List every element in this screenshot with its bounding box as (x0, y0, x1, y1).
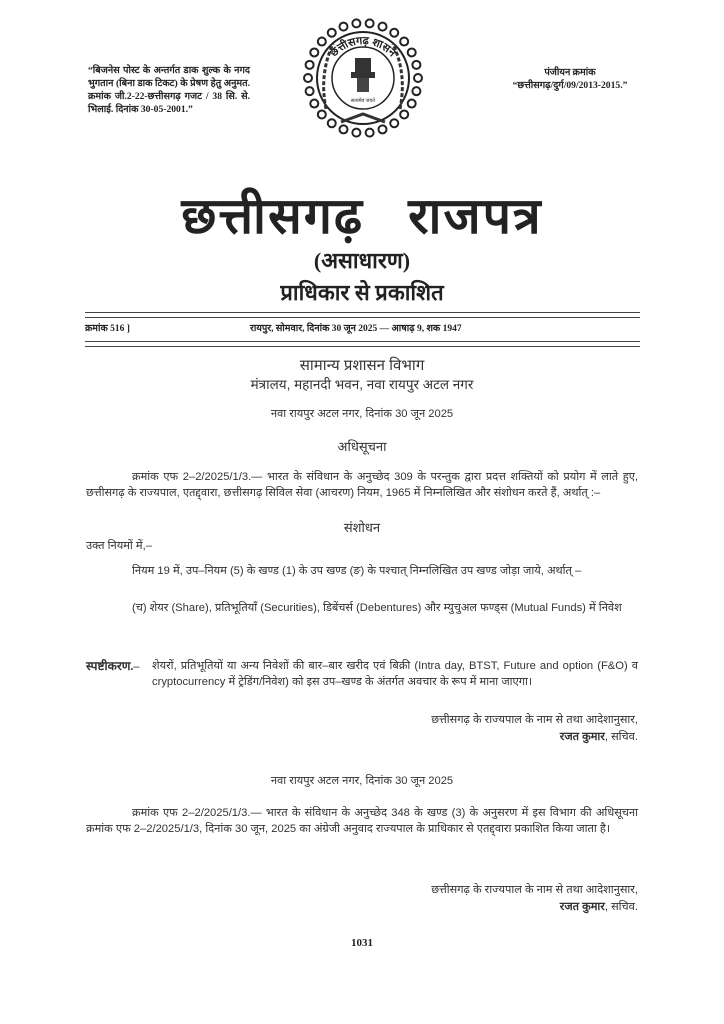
signatory-title: , सचिव. (604, 731, 638, 743)
seal-bead (408, 100, 416, 108)
seal-bead (352, 129, 360, 137)
signatory-title: , सचिव. (604, 901, 638, 913)
svg-text:सत्यमेव जयते: सत्यमेव जयते (350, 99, 376, 104)
subclause-text: (च) शेयर (Share), प्रतिभूतियाँ (Securities), डिबेंचर्स (Debentures) और म्युचुअल फण्ड्स (Mutual Funds) में निवेश (132, 602, 622, 614)
notification2-text: क्रमांक एफ 2–2/2025/1/3.— भारत के संविधान के अनुच्छेद 348 के खण्ड (3) के अनुसरण में इस विभाग की अधिसूचना क्रमांक एफ 2–2/2025/1/3, दिनांक 30 जून, 2025 का अंग्रेजी अनुवाद राज्यपाल के प्राधिकार से एतद्द्वारा प्रकाशित किया जाता है। (86, 807, 638, 835)
seal-bead (379, 125, 387, 133)
divider-bottom (85, 341, 640, 347)
postal-permit-notice: “बिजनेस पोस्ट के अन्तर्गत डाक शुल्क के नगद भुगतान (बिना डाक टिकट) के प्रेषण हेतु अनुमत. क्रमांक जी.2-22-छत्तीसगढ़ गजट / 38 सि. से. भिलाई. दिनांक 30-05-2001.” (88, 65, 250, 115)
explanation-label: स्पष्टीकरण.– (86, 659, 140, 673)
registration-label: पंजीयन क्रमांक (544, 67, 596, 78)
seal-bead (310, 100, 318, 108)
seal-bead (318, 38, 326, 46)
department-address: मंत्रालय, महानदी भवन, नवा रायपुर अटल नगर (250, 377, 474, 392)
notification1-order-line: छत्तीसगढ़ के राज्यपाल के नाम से तथा आदेशानुसार, (431, 714, 638, 726)
registration-number: “छत्तीसगढ़/दुर्ग/09/2013-2015.” (512, 80, 628, 91)
seal-bead (306, 87, 314, 95)
seal-bead (400, 38, 408, 46)
issue-number: क्रमांक 516 ] (85, 324, 130, 334)
seal-bead (328, 119, 336, 127)
seal-bead (379, 23, 387, 31)
seal-bead (306, 61, 314, 69)
rules-intro: उक्त नियमों में,– (86, 540, 152, 552)
seal-bead (412, 61, 420, 69)
amendment-heading: संशोधन (343, 520, 381, 535)
seal-bead (400, 110, 408, 118)
seal-bead (414, 74, 422, 82)
registration-block (480, 66, 660, 92)
seal-bead (318, 110, 326, 118)
signatory-name: रजत कुमार (559, 901, 605, 913)
state-emblem-seal (301, 14, 425, 142)
explanation (86, 658, 638, 690)
notification2-signature (360, 899, 638, 915)
notification1-place-date: नवा रायपुर अटल नगर, दिनांक 30 जून 2025 (270, 408, 454, 420)
notification2-place-date: नवा रायपुर अटल नगर, दिनांक 30 जून 2025 (270, 775, 454, 787)
notification1-heading: अधिसूचना (337, 439, 387, 454)
seal-bead (339, 23, 347, 31)
seal-bead (366, 129, 374, 137)
seal-bead (390, 29, 398, 37)
department-name: सामान्य प्रशासन विभाग (299, 357, 425, 374)
svg-text:छत्तीसगढ़ शासन: छत्तीसगढ़ शासन (328, 35, 399, 60)
seal-bead (310, 48, 318, 56)
seal-bead (304, 74, 312, 82)
rule-text: नियम 19 में, उप–नियम (5) के खण्ड (1) के उप खण्ड (ङ) के पश्चात् निम्नलिखित उप खण्ड जोड़ा जाये, अर्थात् – (132, 565, 582, 577)
gazette-subtitle: (असाधारण) (313, 248, 411, 273)
seal-bead (366, 19, 374, 27)
seal-bead (339, 125, 347, 133)
notification2-order-line: छत्तीसगढ़ के राज्यपाल के नाम से तथा आदेशानुसार, (431, 884, 638, 896)
gazette-title (0, 180, 724, 248)
explanation-text: शेयरों, प्रतिभूतियों या अन्य निवेशों की बार–बार खरीद एवं बिक्री (Intra day, BTST, Future and option (F&O) व cryptocurrency में ट्रेडिंग/निवेश) को इस उप–खण्ड के अंतर्गत अवचार के रूप में माना जाएगा। (152, 660, 638, 688)
title-word-gazette: राजपत्र (408, 188, 543, 244)
published-by: प्राधिकार से प्रकाशित (280, 280, 444, 305)
signatory-name: रजत कुमार (559, 731, 605, 743)
seal-bead (328, 29, 336, 37)
title-word-state: छत्तीसगढ़ (181, 188, 365, 244)
emblem-icon (301, 14, 425, 142)
page-number: 1031 (351, 937, 373, 949)
notification1-intro: क्रमांक एफ 2–2/2025/1/3.— भारत के संविधान के अनुच्छेद 309 के परन्तुक द्वारा प्रदत्त शक्तियों को प्रयोग में लाते हुए, छत्तीसगढ़ के राज्यपाल, एतद्द्वारा, छत्तीसगढ़ सिविल सेवा (आचरण) नियम, 1965 में निम्नलिखित और संशोधन करते हैं, अर्थात् :– (86, 471, 638, 499)
seal-bead (408, 48, 416, 56)
issue-date: रायपुर, सोमवार, दिनांक 30 जून 2025 — आषाढ़ 9, शक 1947 (250, 324, 462, 334)
seal-bead (412, 87, 420, 95)
seal-bead (352, 19, 360, 27)
seal-bead (390, 119, 398, 127)
divider-top (85, 312, 640, 318)
notification1-signature (360, 729, 638, 745)
